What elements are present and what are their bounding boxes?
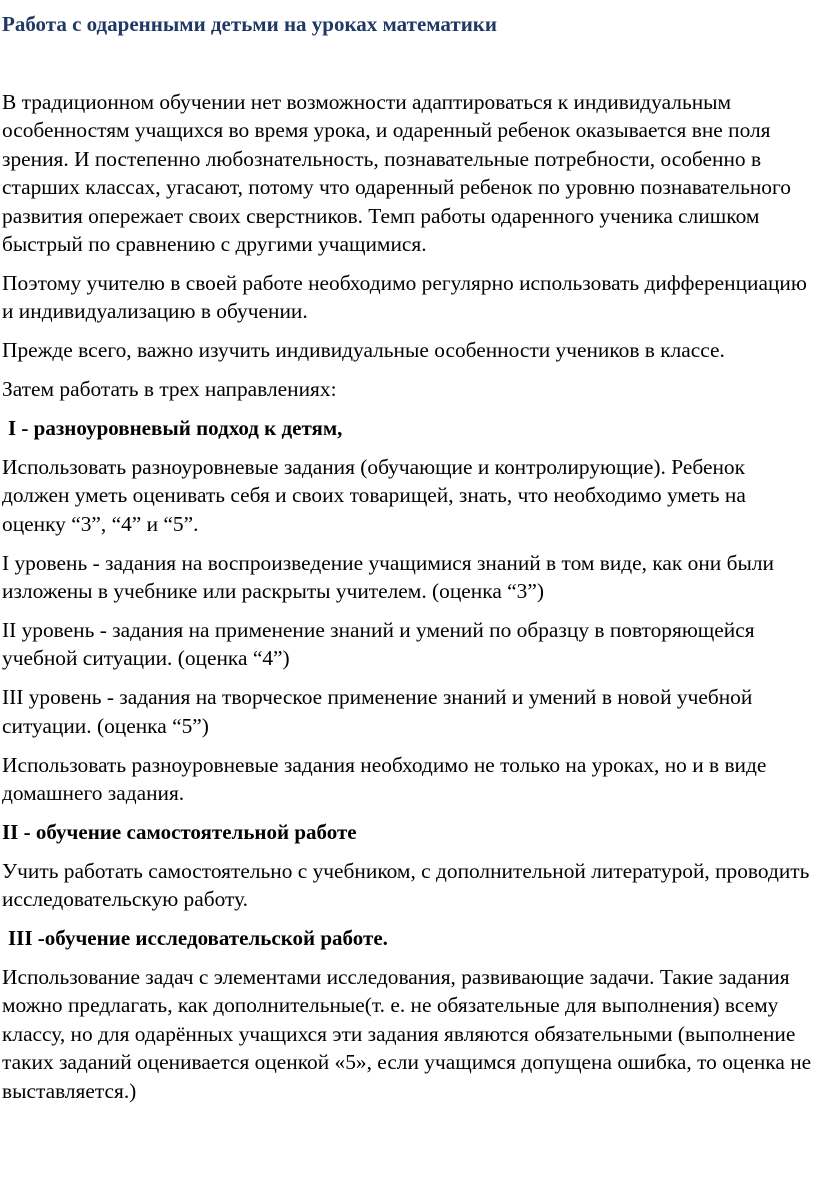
document-title: Работа с одаренными детьми на уроках математики: [2, 12, 497, 36]
paragraph-homework: Использовать разноуровневые задания необходимо не только на уроках, но и в виде домашнего задания.: [2, 752, 767, 806]
paragraph-level-2: II уровень - задания на применение знаний и умений по образцу в повторяющейся учебной ситуации. (оценка “4”): [2, 618, 755, 671]
paragraph-study-features: Прежде всего, важно изучить индивидуальные особенности учеников в классе.: [2, 338, 725, 363]
section-heading-multilevel: I - разноуровневый подход к детям,: [8, 416, 343, 441]
paragraph-research-tasks: Использование задач с элементами исследования, развивающие задачи. Такие задания можно предлагать, как дополнительные(т. е. не обязательные для выполнения) всему классу, но для одарённых учащихся эти задания являются обязательными (выполнение таких заданий оценивается оценкой «5», если учащимся допущена ошибка, то оценка не выставляется.): [2, 965, 812, 1103]
document-body: [2, 88, 814, 1116]
paragraph-differentiation: Поэтому учителю в своей работе необходимо регулярно использовать дифференциацию и индивидуализацию в обучении.: [2, 270, 807, 324]
paragraph-level-3: III уровень - задания на творческое применение знаний и умений в новой учебной ситуации. (оценка “5”): [2, 685, 753, 738]
paragraph-intro: В традиционном обучении нет возможности адаптироваться к индивидуальным особенностям учащихся во время урока, и одаренный ребенок оказывается вне поля зрения. И постепенно любознательность, познавательные потребности, особенно в старших классах, угасают, потому что одаренный ребенок по уровню познавательного развития опережает своих сверстников. Темп работы одаренного ученика слишком быстрый по сравнению с другими учащимися.: [2, 90, 791, 257]
paragraph-multilevel-tasks: Использовать разноуровневые задания (обучающие и контролирующие). Ребенок должен уметь оценивать себя и своих товарищей, знать, что необходимо уметь на оценку “3”, “4” и “5”.: [2, 454, 746, 536]
section-heading-independent-work: II - обучение самостоятельной работе: [2, 819, 357, 844]
paragraph-level-1: I уровень - задания на воспроизведение учащимися знаний в том виде, как они были изложены в учебнике или раскрыты учителем. (оценка “3”): [2, 550, 774, 604]
paragraph-directions: Затем работать в трех направлениях:: [2, 377, 337, 402]
section-heading-research-work: III -обучение исследовательской работе.: [8, 926, 388, 951]
paragraph-independent-work: Учить работать самостоятельно с учебником, с дополнительной литературой, проводить исследовательскую работу.: [2, 858, 810, 912]
